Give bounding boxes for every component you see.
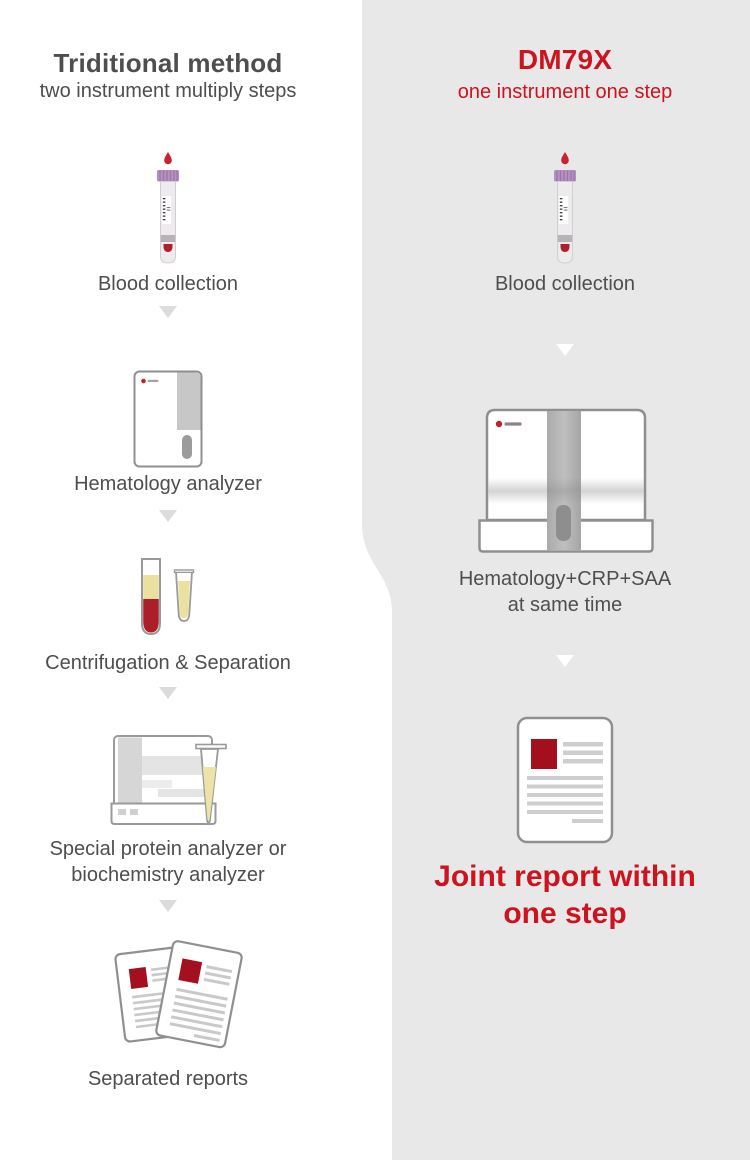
step-label-line: biochemistry analyzer	[71, 864, 265, 886]
step-label-blood-collection: Blood collection	[97, 273, 239, 295]
blood-collection-tube-icon	[156, 151, 180, 265]
blood-collection-tube-icon	[553, 151, 577, 265]
left-title: Triditional method	[53, 48, 283, 78]
centrifuge-tubes-icon	[139, 557, 197, 641]
step-label-centrifugation: Centrifugation & Separation	[45, 652, 291, 674]
protein-analyzer-icon	[110, 733, 228, 827]
step-label-blood-collection: Blood collection	[494, 273, 636, 295]
left-subtitle: two instrument multiply steps	[39, 80, 297, 102]
separated-reports-icon	[106, 936, 238, 1054]
step-label-line: Hematology+CRP+SAA	[458, 568, 672, 590]
arrow-down-icon	[159, 900, 177, 912]
hematology-analyzer-icon	[133, 370, 203, 470]
right-column	[362, 0, 750, 1160]
joint-report-icon	[516, 716, 614, 844]
step-label-line: at same time	[507, 594, 623, 616]
result-title-line: one step	[503, 897, 627, 930]
result-title	[395, 858, 735, 932]
arrow-down-icon	[556, 344, 574, 356]
left-column	[0, 0, 362, 1160]
step-label-line: Special protein analyzer or	[49, 838, 287, 860]
arrow-down-icon	[159, 510, 177, 522]
step-label-hematology-analyzer: Hematology analyzer	[74, 473, 262, 495]
right-subtitle: one instrument one step	[457, 81, 673, 103]
result-title-line: Joint report within	[434, 860, 696, 893]
step-label-separated-reports: Separated reports	[87, 1068, 249, 1090]
arrow-down-icon	[556, 655, 574, 667]
step-label-dm79x-analyzer	[395, 566, 735, 618]
step-label-protein-analyzer	[0, 836, 336, 888]
arrow-down-icon	[159, 306, 177, 318]
right-title: DM79X	[517, 44, 613, 75]
arrow-down-icon	[159, 687, 177, 699]
dm79x-analyzer-icon	[477, 404, 655, 554]
